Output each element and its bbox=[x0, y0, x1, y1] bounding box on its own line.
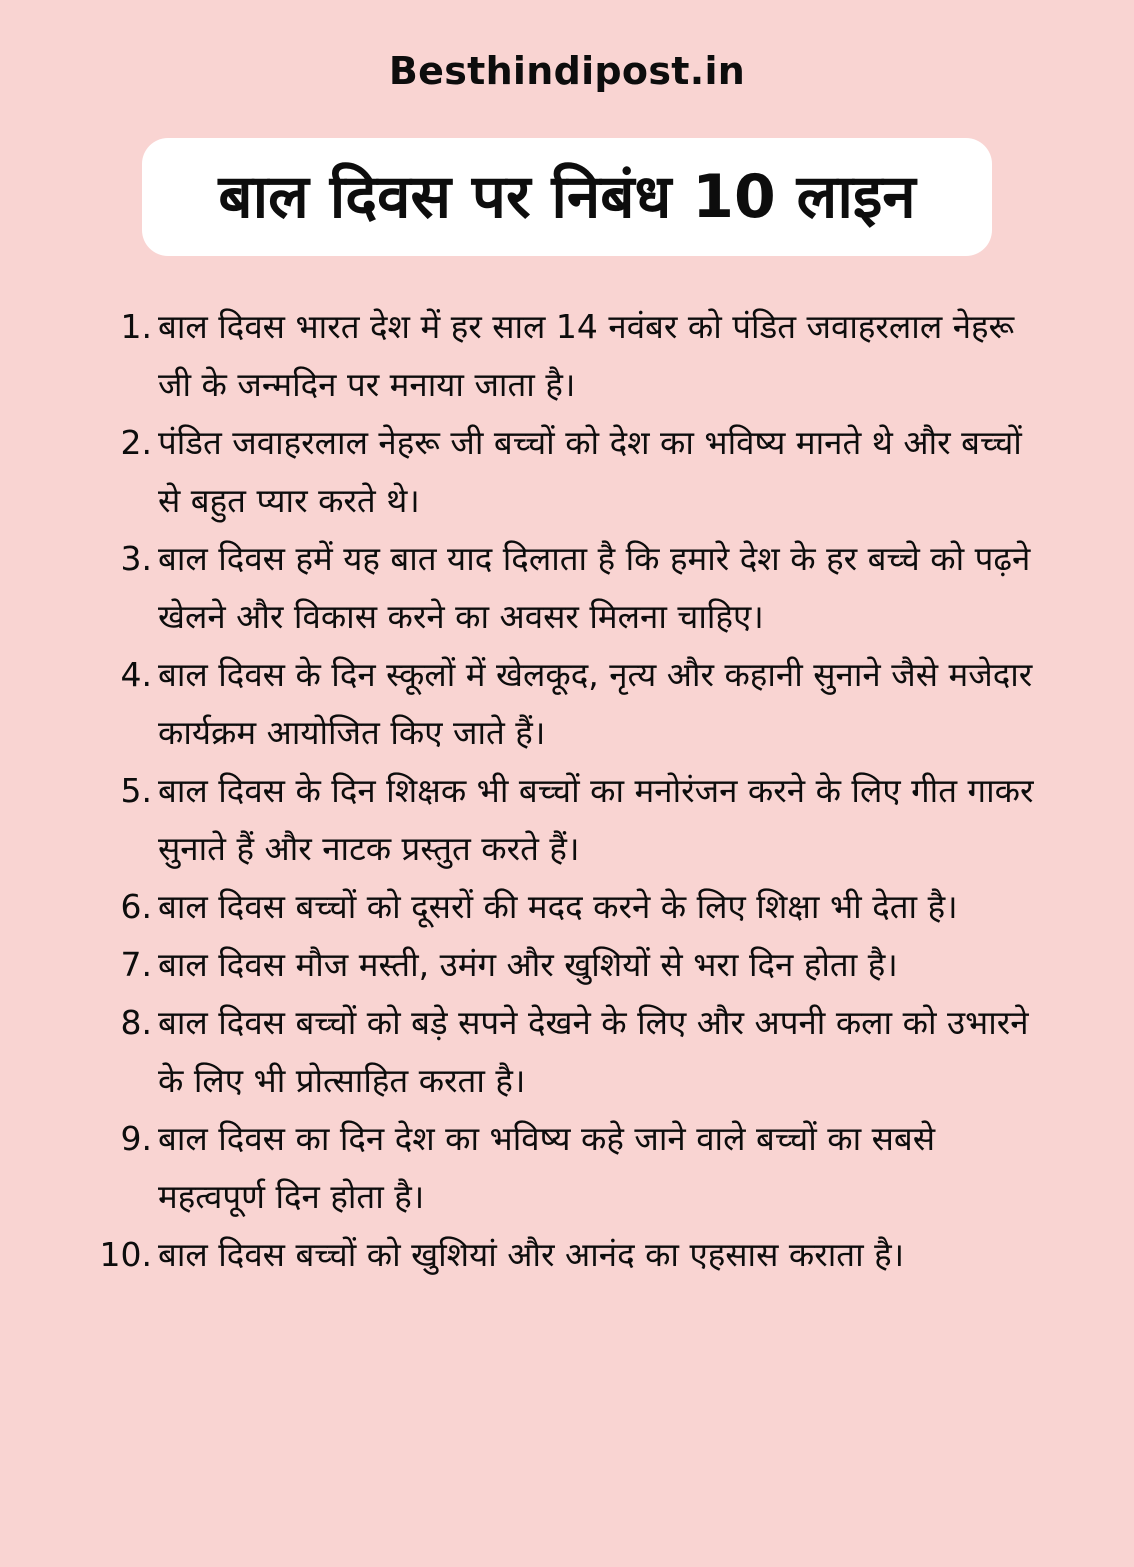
list-item-2 bbox=[0, 414, 1038, 530]
list-item-text: पंडित जवाहरलाल नेहरू जी बच्चों को देश का भविष्य मानते थे और बच्चों से बहुत प्यार करते थे। bbox=[158, 423, 1022, 520]
list-item-9 bbox=[0, 1110, 1038, 1226]
list-item-text: बाल दिवस का दिन देश का भविष्य कहे जाने वाले बच्चों का सबसे महत्वपूर्ण दिन होता है। bbox=[158, 1119, 936, 1216]
title-box bbox=[142, 138, 992, 256]
list-item-number: 9. bbox=[120, 1119, 152, 1158]
list-item-number: 10. bbox=[99, 1235, 152, 1274]
list-item-text: बाल दिवस बच्चों को बड़े सपने देखने के लिए और अपनी कला को उभारने के लिए भी प्रोत्साहित करता है। bbox=[158, 1003, 1029, 1100]
list-item-7 bbox=[0, 936, 1038, 994]
list-item-number: 5. bbox=[120, 771, 152, 810]
site-name: Besthindipost.in bbox=[388, 49, 746, 93]
list-item-8 bbox=[0, 994, 1038, 1110]
list-item-3 bbox=[0, 530, 1038, 646]
list-item-number: 8. bbox=[120, 1003, 152, 1042]
list-item-number: 7. bbox=[120, 945, 152, 984]
list-item-number: 6. bbox=[120, 887, 152, 926]
list-item-10 bbox=[0, 1226, 1038, 1284]
list-item-text: बाल दिवस के दिन स्कूलों में खेलकूद, नृत्य और कहानी सुनाने जैसे मजेदार कार्यक्रम आयोजित किए जाते हैं। bbox=[158, 655, 1033, 752]
essay-lines-list bbox=[0, 298, 1134, 1284]
list-item-text: बाल दिवस हमें यह बात याद दिलाता है कि हमारे देश के हर बच्चे को पढ़ने खेलने और विकास करने का अवसर मिलना चाहिए। bbox=[158, 539, 1031, 636]
list-item-1 bbox=[0, 298, 1038, 414]
list-item-text: बाल दिवस मौज मस्ती, उमंग और खुशियों से भरा दिन होता है। bbox=[158, 945, 898, 984]
page-title: बाल दिवस पर निबंध 10 लाइन bbox=[218, 162, 916, 232]
list-item-text: बाल दिवस बच्चों को दूसरों की मदद करने के लिए शिक्षा भी देता है। bbox=[158, 887, 958, 926]
list-item-6 bbox=[0, 878, 1038, 936]
list-item-4 bbox=[0, 646, 1038, 762]
list-item-text: बाल दिवस के दिन शिक्षक भी बच्चों का मनोरंजन करने के लिए गीत गाकर सुनाते हैं और नाटक प्रस्तुत करते हैं। bbox=[158, 771, 1034, 868]
list-item-number: 3. bbox=[120, 539, 152, 578]
list-item-number: 2. bbox=[120, 423, 152, 462]
list-item-number: 4. bbox=[120, 655, 152, 694]
list-item-5 bbox=[0, 762, 1038, 878]
list-item-number: 1. bbox=[120, 307, 152, 346]
list-item-text: बाल दिवस बच्चों को खुशियां और आनंद का एहसास कराता है। bbox=[158, 1235, 905, 1274]
list-item-text: बाल दिवस भारत देश में हर साल 14 नवंबर को पंडित जवाहरलाल नेहरू जी के जन्मदिन पर मनाया जाता है। bbox=[158, 307, 1015, 404]
